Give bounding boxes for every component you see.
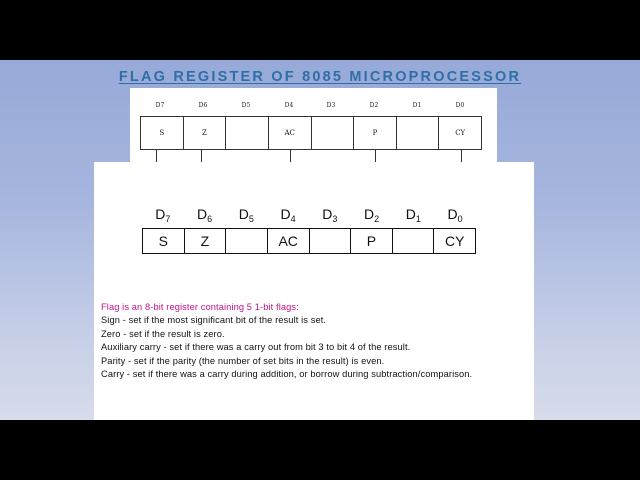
register-cell-zero: Z xyxy=(185,229,227,253)
scanned-register-row xyxy=(140,116,482,150)
register-bit-labels xyxy=(142,206,476,226)
scanned-cell-empty xyxy=(397,117,440,149)
bit-label-d7 xyxy=(142,206,184,224)
bit-label-base: D xyxy=(447,206,458,222)
flag-description xyxy=(101,301,531,381)
slide-title: FLAG REGISTER OF 8085 MICROPROCESSOR xyxy=(118,69,522,85)
scanned-cell-parity: P xyxy=(354,117,397,149)
bit-label-d5 xyxy=(226,206,268,224)
bit-label-subscript: 3 xyxy=(332,214,338,224)
slide xyxy=(0,60,640,420)
letterbox-bottom xyxy=(0,420,640,480)
bit-label-base: D xyxy=(405,206,416,222)
scanned-cell-zero: Z xyxy=(184,117,227,149)
bit-label-subscript: 6 xyxy=(207,214,213,224)
bit-label-subscript: 4 xyxy=(290,214,296,224)
description-zero: Zero - set if the result is zero. xyxy=(101,328,225,339)
description-aux-carry: Auxiliary carry - set if there was a carry out from bit 3 to bit 4 of the result. xyxy=(101,342,411,353)
bit-label-base: D xyxy=(197,206,208,222)
scanned-bit-label: D6 xyxy=(198,102,208,109)
bit-label-base: D xyxy=(364,206,375,222)
register-cell-parity: P xyxy=(351,229,393,253)
bit-label-d1 xyxy=(393,206,435,224)
register-cell-empty xyxy=(310,229,352,253)
register-cell-sign: S xyxy=(143,229,185,253)
scanned-bit-labels xyxy=(140,102,482,112)
scanned-bit-label: D7 xyxy=(155,102,165,109)
description-carry: Carry - set if there was a carry during addition, or borrow during subtraction/comparison. xyxy=(101,369,473,380)
bit-label-d3 xyxy=(309,206,351,224)
bit-label-subscript: 2 xyxy=(374,214,380,224)
scanned-cell-aux-carry: AC xyxy=(269,117,312,149)
bit-label-subscript: 5 xyxy=(248,214,254,224)
bit-label-subscript: 7 xyxy=(165,214,171,224)
scanned-bit-label: D0 xyxy=(455,102,465,109)
bit-label-base: D xyxy=(238,206,249,222)
scanned-bit-label: D2 xyxy=(369,102,379,109)
letterbox-top xyxy=(0,0,640,60)
description-parity: Parity - set if the parity (the number of set bits in the result) is even. xyxy=(101,355,385,366)
bit-label-d0 xyxy=(434,206,476,224)
description-sign: Sign - set if the most significant bit of the result is set. xyxy=(101,315,327,326)
scanned-bit-label: D4 xyxy=(284,102,294,109)
description-heading: Flag is an 8-bit register containing 5 1-bit flags: xyxy=(101,302,299,312)
bit-label-d2 xyxy=(351,206,393,224)
bit-label-base: D xyxy=(155,206,166,222)
flag-register xyxy=(142,228,476,254)
scanned-cell-empty xyxy=(312,117,355,149)
register-cell-carry: CY xyxy=(444,233,465,249)
bit-label-subscript: 0 xyxy=(457,214,463,224)
register-cell-empty xyxy=(226,229,268,253)
register-cell-empty xyxy=(393,229,435,253)
content-panel xyxy=(94,162,534,420)
bit-label-d6 xyxy=(184,206,226,224)
scanned-cell-empty xyxy=(226,117,269,149)
bit-label-base: D xyxy=(322,206,333,222)
scanned-cell-carry: CY xyxy=(455,129,466,137)
bit-label-d4 xyxy=(267,206,309,224)
register-cell-aux-carry: AC xyxy=(268,229,310,253)
bit-label-subscript: 1 xyxy=(415,214,421,224)
scanned-bit-label: D3 xyxy=(326,102,336,109)
scanned-cell-sign: S xyxy=(141,117,184,149)
bit-label-base: D xyxy=(280,206,291,222)
scanned-bit-label: D5 xyxy=(241,102,251,109)
scanned-bit-label: D1 xyxy=(412,102,422,109)
